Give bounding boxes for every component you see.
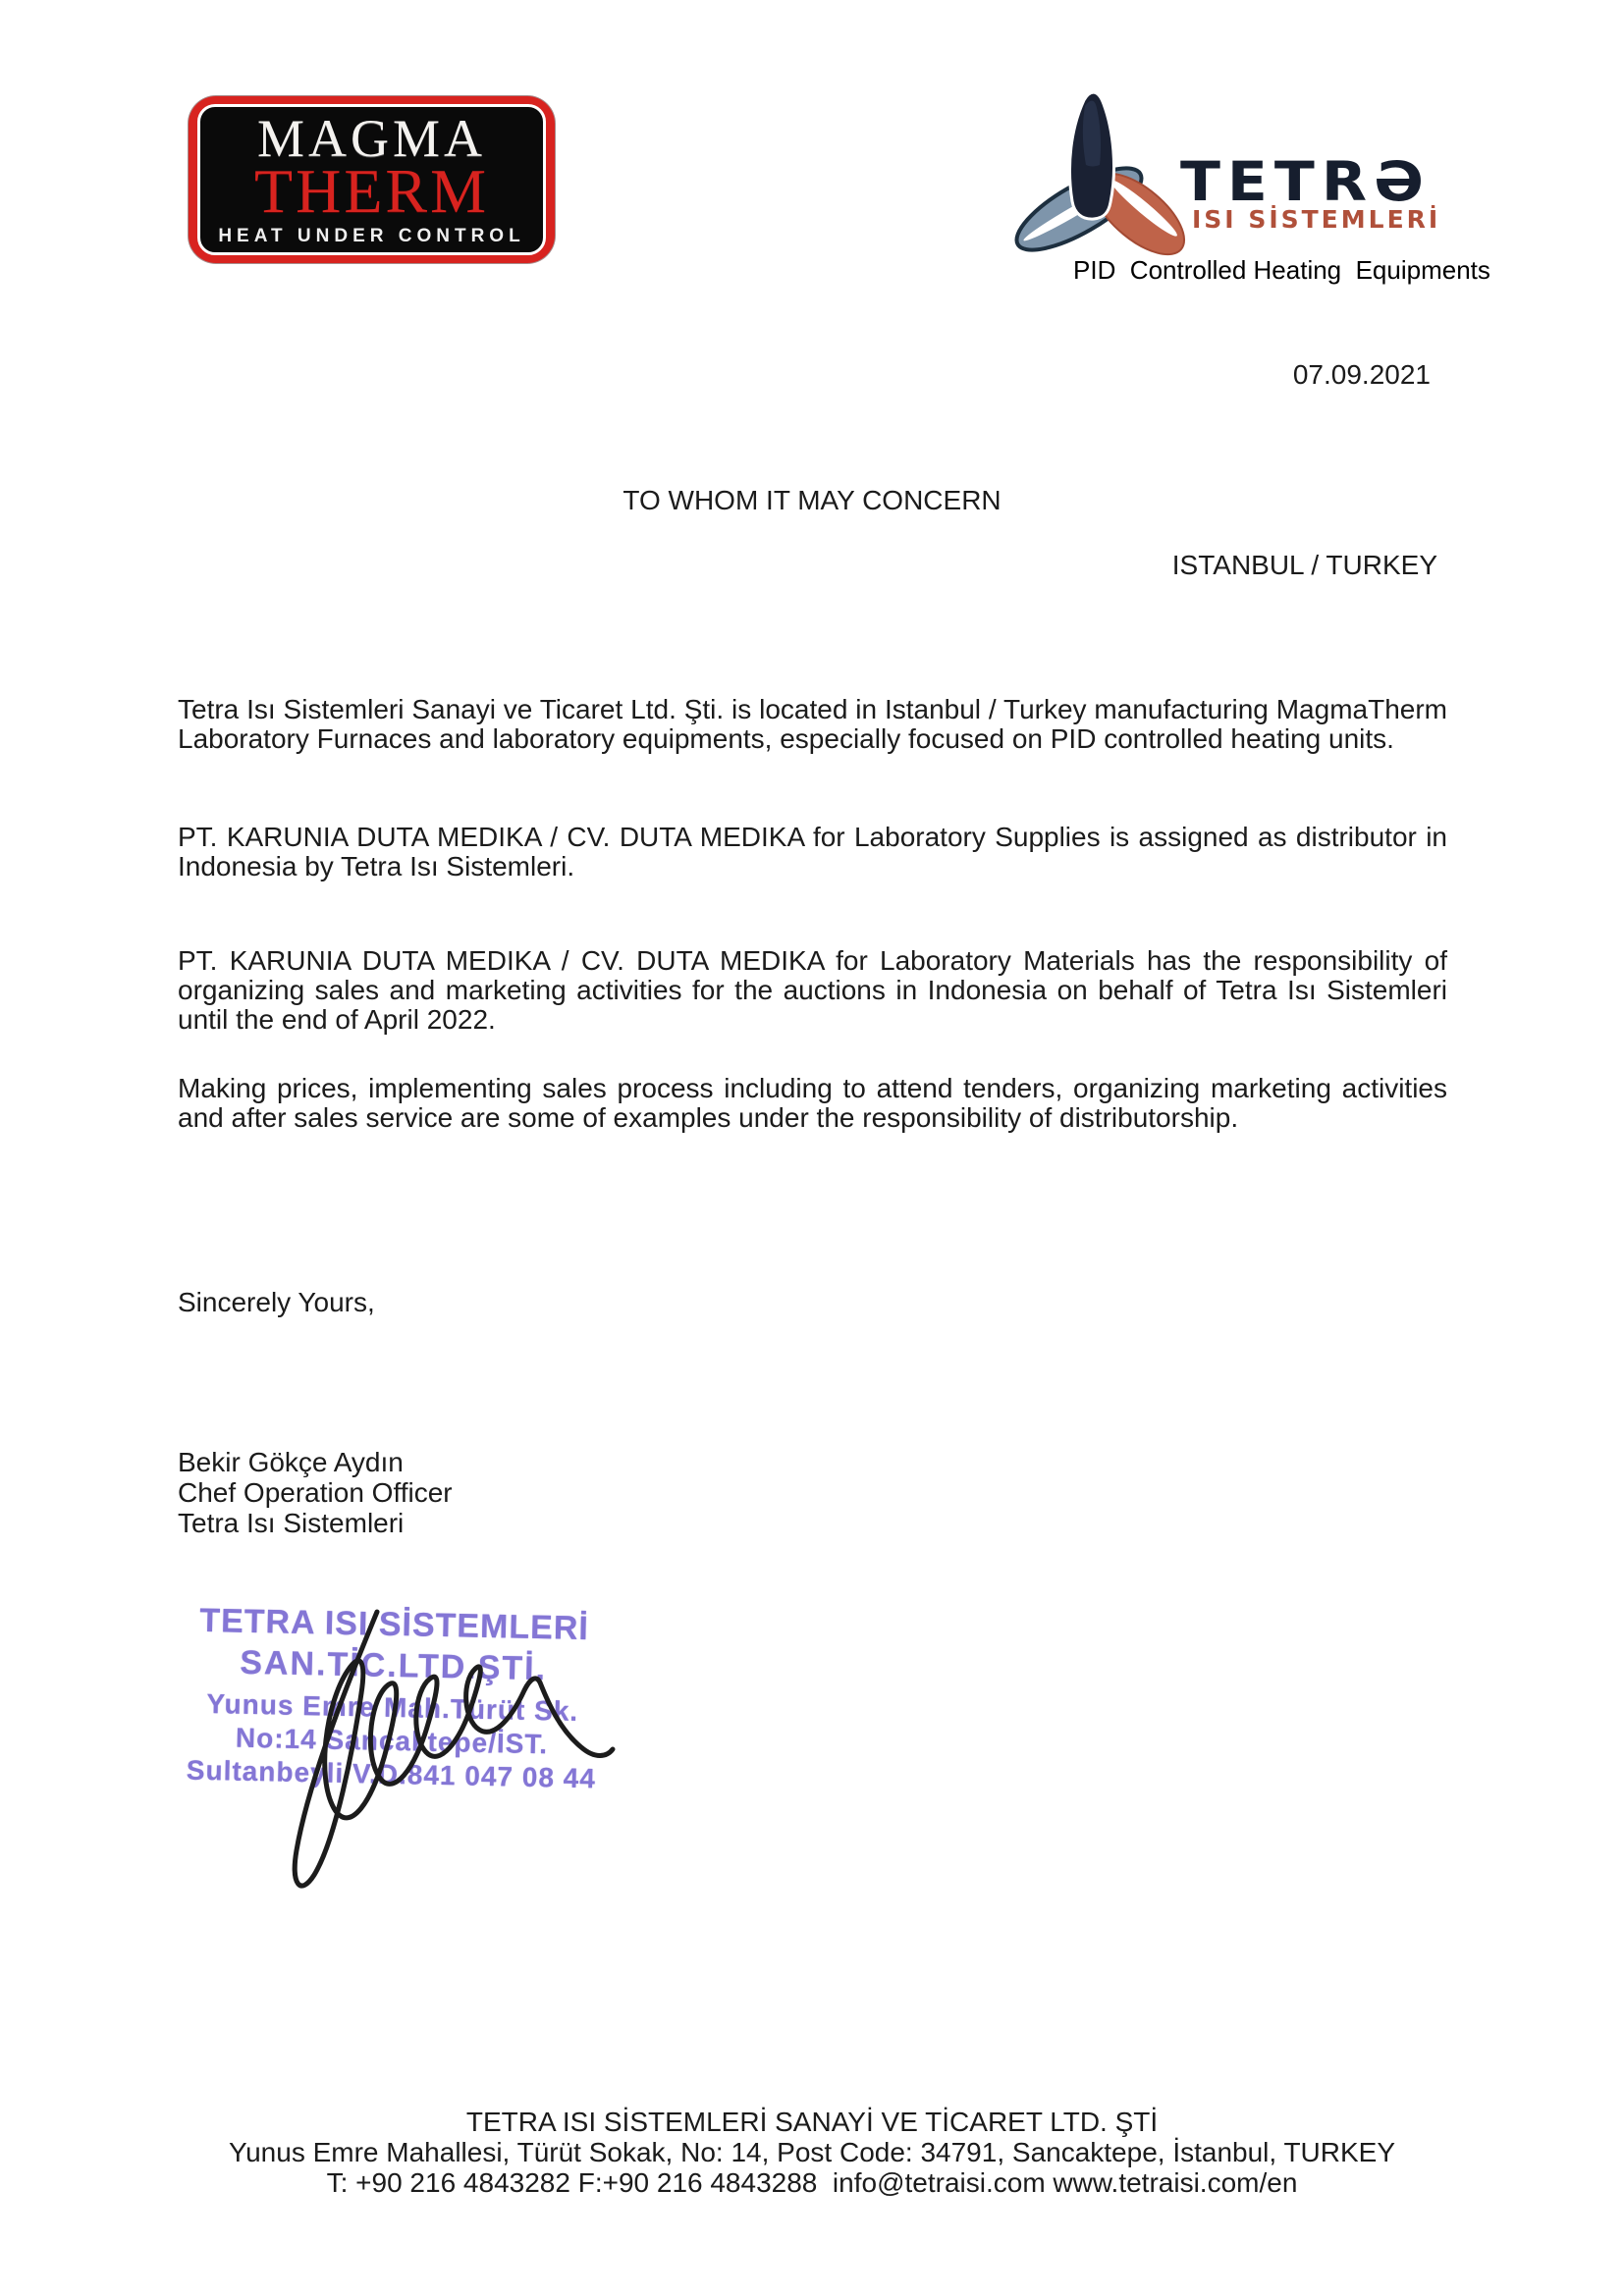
- signature-scribble: [157, 1600, 619, 1904]
- stamp-line-3: Yunus Emre Mah.Türüt Sk.: [206, 1688, 579, 1727]
- magmatherm-logo: [189, 96, 555, 263]
- signatory-company: Tetra Isı Sistemleri: [178, 1508, 405, 1538]
- magmatherm-logo-word-therm: THERM: [254, 156, 489, 227]
- tetra-logo-subtitle: ISI SİSTEMLERİ: [1192, 205, 1441, 234]
- tetra-propeller-icon: [1006, 86, 1188, 268]
- letter-location: ISTANBUL / TURKEY: [1171, 550, 1437, 580]
- footer-contact: T: +90 216 4843282 F:+90 216 4843288 info@tetraisi.com www.tetraisi.com/en: [326, 2167, 1298, 2198]
- footer-company-name: TETRA ISI SİSTEMLERİ SANAYİ VE TİCARET LTD. ŞTİ: [465, 2107, 1159, 2137]
- stamp-line-2: SAN.TİC.LTD.ŞTİ.: [239, 1643, 548, 1688]
- letter-closing: Sincerely Yours,: [178, 1287, 375, 1317]
- letter-paragraph-4: Making prices, implementing sales process including to attend tenders, organizing marketing activities and after sales service are some of examples under the responsibility of distributorship.: [178, 1073, 1447, 1133]
- magmatherm-logo-word-magma: MAGMA: [256, 109, 487, 169]
- stamp-line-4: No:14 Sancaktepe/İST.: [235, 1722, 549, 1760]
- signatory-name: Bekir Gökçe Aydın: [178, 1447, 404, 1477]
- letter-paragraph-1: Tetra Isı Sistemleri Sanayi ve Ticaret Ltd. Şti. is located in Istanbul / Turkey manufacturing MagmaTherm Laboratory Furnaces and laboratory equipments, especially focused on PID controlled heating units.: [178, 694, 1447, 754]
- letter-paragraph-3: PT. KARUNIA DUTA MEDIKA / CV. DUTA MEDIKA for Laboratory Materials has the responsibility of organizing sales and marketing activities for the auctions in Indonesia on behalf of Tetra Isı Sistemleri until the end of April 2022.: [178, 945, 1447, 1035]
- letter-salutation: TO WHOM IT MAY CONCERN: [623, 485, 1001, 515]
- magmatherm-logo-tagline: HEAT UNDER CONTROL: [218, 225, 525, 246]
- footer-address: Yunus Emre Mahallesi, Türüt Sokak, No: 14, Post Code: 34791, Sancaktepe, İstanbul, TURKEY: [228, 2137, 1396, 2167]
- signatory-block: [178, 1447, 453, 1538]
- magmatherm-logo-inner: [197, 104, 546, 255]
- stamp-line-5: Sultanbeyli V.D.841 047 08 44: [186, 1754, 597, 1794]
- letter-paragraph-2: PT. KARUNIA DUTA MEDIKA / CV. DUTA MEDIKA for Laboratory Supplies is assigned as distributor in Indonesia by Tetra Isı Sistemleri.: [178, 822, 1447, 881]
- stamp-line-1: TETRA ISI SİSTEMLERİ: [198, 1601, 590, 1648]
- letter-footer: [0, 2107, 1624, 2198]
- letter-date: 07.09.2021: [1292, 359, 1431, 390]
- signatory-title: Chef Operation Officer: [178, 1477, 453, 1508]
- tetra-logo-tagline: PID Controlled Heating Equipments: [1073, 255, 1490, 285]
- tetra-logo-brand: TETRƏ: [1180, 150, 1431, 214]
